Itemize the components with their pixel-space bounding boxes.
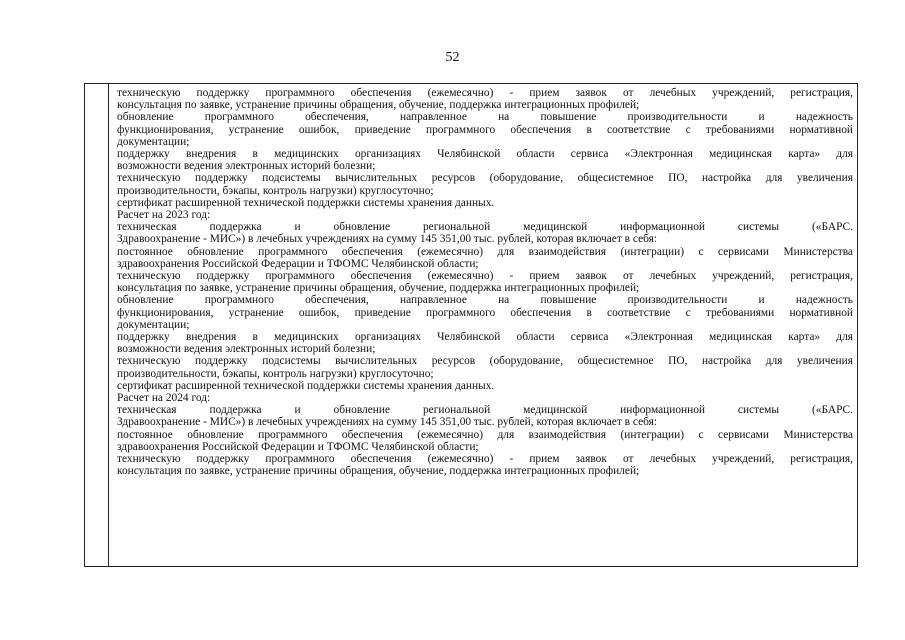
table-left-column bbox=[85, 84, 109, 566]
text-line: техническую поддержку подсистемы вычислительных ресурсов (оборудование, общесистемное ПО, настройка для увеличения bbox=[117, 172, 853, 185]
text-line: документации; bbox=[117, 318, 190, 331]
text-line: техническую поддержку программного обеспечения (ежемесячно) - прием заявок от лечебных учреждений, регистрация, bbox=[117, 453, 853, 466]
text-line: Расчет на 2024 год: bbox=[117, 392, 211, 405]
text-line: постоянное обновление программного обеспечения (ежемесячно) для взаимодействия (интеграции) с сервисами Министерства bbox=[117, 245, 853, 258]
text-line: поддержку внедрения в медицинских организациях Челябинской области сервиса «Электронная медицинская карта» для bbox=[117, 331, 853, 344]
text-line: сертификат расширенной технической поддержки системы хранения данных. bbox=[117, 196, 495, 209]
text-line: консультация по заявке, устранение причины обращения, обучение, поддержка интеграционных профилей; bbox=[117, 465, 640, 478]
text-line: поддержку внедрения в медицинских организациях Челябинской области сервиса «Электронная медицинская карта» для bbox=[117, 148, 853, 161]
page-number: 52 bbox=[445, 50, 460, 65]
text-line: обновление программного обеспечения, направленное на повышение производительности и надежность bbox=[117, 294, 853, 307]
text-line: возможности ведения электронных историй болезни; bbox=[117, 343, 376, 356]
text-line: функционирования, устранение ошибок, приведение программного обеспечения в соответствие с требованиями нормативной bbox=[117, 123, 853, 136]
text-line: возможности ведения электронных историй болезни; bbox=[117, 160, 376, 173]
text-line: обновление программного обеспечения, направленное на повышение производительности и надежность bbox=[117, 111, 853, 124]
text-line: здравоохранения Российской Федерации и ТФОМС Челябинской области; bbox=[117, 440, 479, 453]
text-line: постоянное обновление программного обеспечения (ежемесячно) для взаимодействия (интеграции) с сервисами Министерства bbox=[117, 428, 853, 441]
text-line: производительности, бэкапы, контроль нагрузки) круглосуточно; bbox=[117, 184, 434, 197]
text-line: Здравоохранение - МИС») в лечебных учреждениях на сумму 145 351,00 тыс. рублей, которая включает в себя: bbox=[117, 233, 658, 246]
text-line: техническую поддержку подсистемы вычислительных ресурсов (оборудование, общесистемное ПО, настройка для увеличения bbox=[117, 355, 853, 368]
text-line: техническую поддержку программного обеспечения (ежемесячно) - прием заявок от лечебных учреждений, регистрация, bbox=[117, 270, 853, 283]
text-line: консультация по заявке, устранение причины обращения, обучение, поддержка интеграционных профилей; bbox=[117, 282, 640, 295]
text-line: документации; bbox=[117, 135, 190, 148]
text-line: сертификат расширенной технической поддержки системы хранения данных. bbox=[117, 379, 495, 392]
text-line: производительности, бэкапы, контроль нагрузки) круглосуточно; bbox=[117, 367, 434, 380]
table-frame bbox=[84, 83, 858, 567]
text-line: консультация по заявке, устранение причины обращения, обучение, поддержка интеграционных профилей; bbox=[117, 99, 640, 112]
text-line: Здравоохранение - МИС») в лечебных учреждениях на сумму 145 351,00 тыс. рублей, которая включает в себя: bbox=[117, 416, 658, 429]
text-line: техническую поддержку программного обеспечения (ежемесячно) - прием заявок от лечебных учреждений, регистрация, bbox=[117, 87, 853, 99]
table-cell-text bbox=[117, 87, 853, 478]
text-line: функционирования, устранение ошибок, приведение программного обеспечения в соответствие с требованиями нормативной bbox=[117, 306, 853, 319]
text-line: техническая поддержка и обновление региональной медицинской информационной системы («БАРС. bbox=[117, 404, 853, 417]
text-line: Расчет на 2023 год: bbox=[117, 209, 211, 222]
text-line: техническая поддержка и обновление региональной медицинской информационной системы («БАРС. bbox=[117, 221, 853, 234]
text-line: здравоохранения Российской Федерации и ТФОМС Челябинской области; bbox=[117, 257, 479, 270]
